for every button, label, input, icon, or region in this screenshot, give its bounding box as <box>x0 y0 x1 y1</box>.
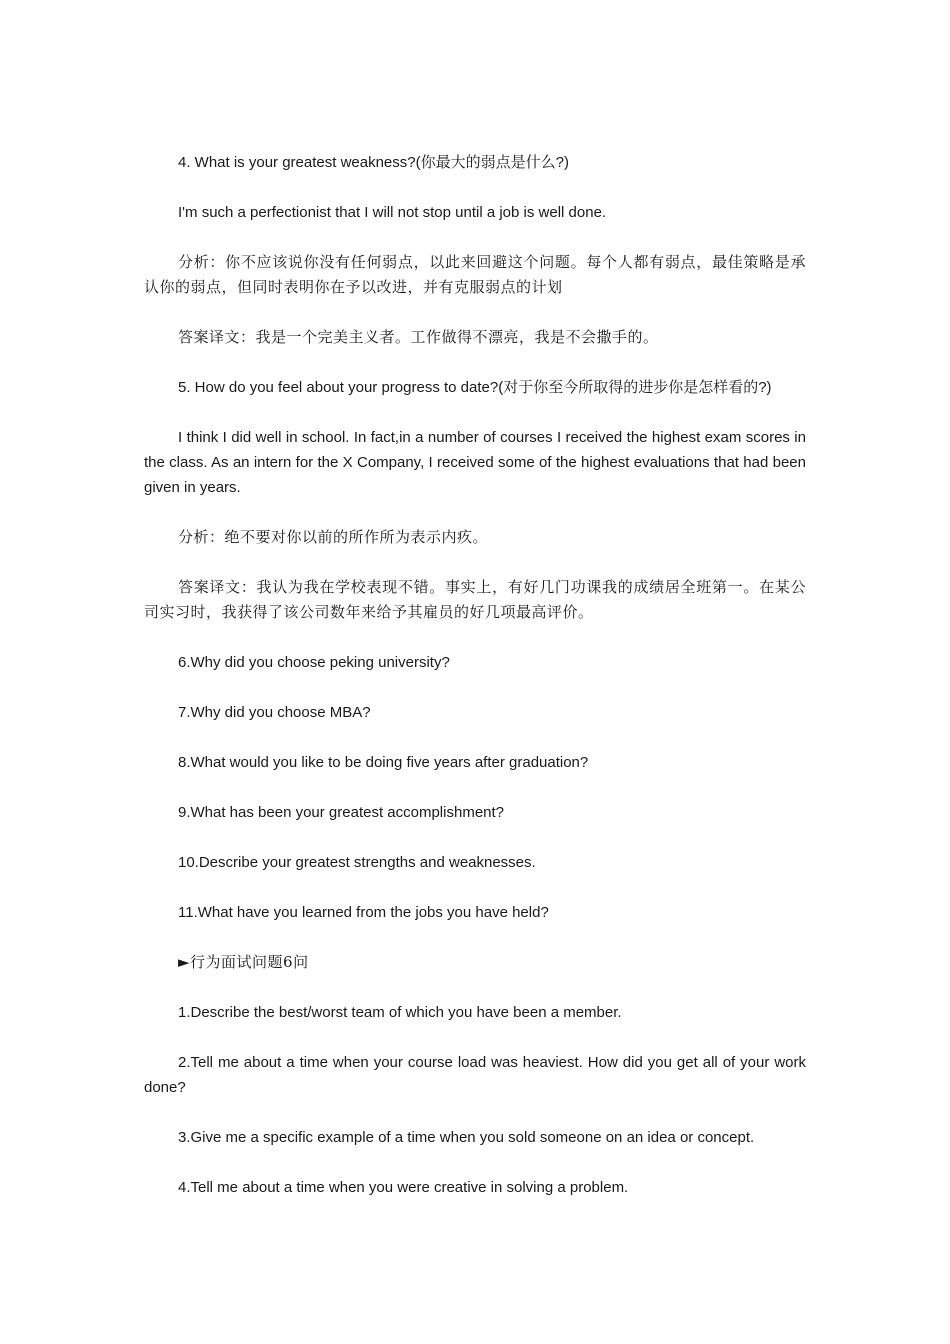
behavioral-question-2: 2.Tell me about a time when your course load was heaviest. How did you get all of your work done? <box>144 1054 806 1096</box>
answer-progress: I think I did well in school. In fact,in a number of courses I received the highest exam scores in the class. As an intern for the X Company, I received some of the highest evaluations that had been given in years. <box>144 429 806 496</box>
analysis-progress: 分析：绝不要对你以前的所作所为表示内疚。 <box>178 528 489 546</box>
question-11: 11.What have you learned from the jobs you have held? <box>178 904 549 921</box>
question-9: 9.What has been your greatest accomplishment? <box>178 804 505 821</box>
translation-progress: 答案译文：我认为我在学校表现不错。事实上，有好几门功课我的成绩居全班第一。在某公司实习时，我获得了该公司数年来给予其雇员的好几项最高评价。 <box>144 578 806 621</box>
behavioral-question-3: 3.Give me a specific example of a time when you sold someone on an idea or concept. <box>178 1129 755 1146</box>
behavioral-question-1: 1.Describe the best/worst team of which you have been a member. <box>178 1004 622 1021</box>
question-weakness: 4. What is your greatest weakness?(你最大的弱点是什么?) <box>178 154 569 171</box>
question-6: 6.Why did you choose peking university? <box>178 654 450 671</box>
question-7: 7.Why did you choose MBA? <box>178 704 371 721</box>
analysis-weakness: 分析：你不应该说你没有任何弱点，以此来回避这个问题。每个人都有弱点，最佳策略是承认你的弱点，但同时表明你在予以改进，并有克服弱点的计划 <box>144 253 806 296</box>
question-10: 10.Describe your greatest strengths and weaknesses. <box>178 854 536 871</box>
question-progress: 5. How do you feel about your progress to date?(对于你至今所取得的进步你是怎样看的?) <box>178 379 772 396</box>
behavioral-question-4: 4.Tell me about a time when you were creative in solving a problem. <box>178 1179 629 1196</box>
translation-weakness: 答案译文：我是一个完美主义者。工作做得不漂亮，我是不会撒手的。 <box>178 328 659 346</box>
question-8: 8.What would you like to be doing five years after graduation? <box>178 754 589 771</box>
section-heading-behavioral: ►行为面试问题6问 <box>178 953 309 971</box>
answer-weakness: I'm such a perfectionist that I will not stop until a job is well done. <box>178 204 607 221</box>
document-body <box>144 150 806 1225</box>
